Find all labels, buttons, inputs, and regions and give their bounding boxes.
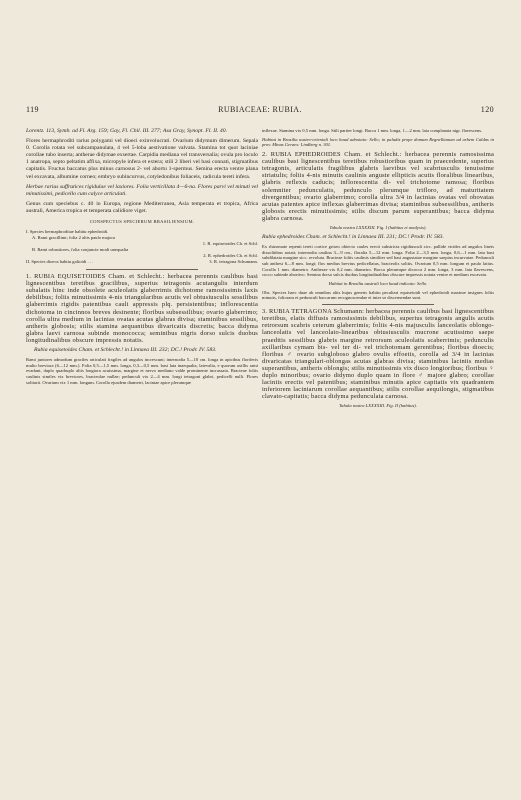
habitat-species-2: Habitat in Brasilia australi loco haud indicato: Sello. [328,281,428,287]
page-header [26,105,494,117]
key-row: B. Rami robustiores, folia conjuncte modi unequalia [32,247,129,253]
key-row: 2. R. ephedroides Ch. et Schl. [203,253,258,259]
plate-reference-3: Tabula nostra LXXXXIII. Fig. II (habitus). [339,403,417,409]
running-title: RUBIACEAE: RUBIA. [218,105,302,114]
divider [86,269,198,270]
genus-description: Flores hermaphroditi rarius polygami vel dioeci exinvolucrati. Ovarium didymum dimerum. Sepala 0. Corolla rotata vel subcampanulata, 4 vel 5-loba aestivatione valvata. Stamina tot quot laciniae corollae tubo inserta; antherae didymae exsertae. Carpidia mediana vel transversalia; ovula pro loculo 1 anatropa, septo peltatim affixa, micropyle infera et extera; stili 2 liberi vel basi connati, stigmatibus capitatis. Fructus baccatus plus minus carnosus 2- vel abortu 1-spermus. Semina erecta ventre plana vel excavata, albumine corneo; embryo subincurvus, cotyledonibus foliaceis, radicula tereti infera. [26,138,258,180]
key-row: A. Rami gracillimi; folia 2 altis paulo majora [32,235,115,241]
species-1-description: 1. RUBIA EQUISETOIDES Cham. et Schlecht.: herbacea perennis caulibus basi lignescentibus teretibus gracilibus, superius tetragonis acutangulis interdum subalatis hinc inde obsolete aculeolatis glaberrimis dichotome ramosissimis laxis debilibus; foliis minutissimis 4-nis triangularibus acutis vel obtusiusculis sessilibus glaberrimis rigidis patentibus cauli appressis plq. persistentibus; inflorescentia dichotoma in cincinnos breves desinente; floribus subsessilibus; ovario glaberrimo; corolla ultra medium in lacinias ovatas acutas glabras divisa; staminibus sessilibus, antheris globosis; stilis stamina aequantibus divaricatis discretis; bacca didyma glabra laevi carnosa subinde monococca; seminibus nigris dorso sulcis duobus longitudinalibus obscure impressis notatis. [26,273,258,344]
species-1-notes: Rami juniores admodum graciles articulati fragiles ad angulos increscunt; internodia 5—10 cm. longa in apicibus floriferis multo breviora (6—12 mm.). Folia 0,5—1,5 mm. longa, 0,3—0,5 mm. basi lata inaequalia, latevalia, e quorum axillis rami evadunt, duplo quadruplo aliis longiora acuissima, margine et nervo mediano valde prominente incrassata. Bracteae foliis caulinis similes vix breviores, bracteolae nullae; pedunculi vix 2—4 mm. longi tetragoni glabri, pedicelli nulli. Flores solitarii. Ovarium vix 1 mm. longum. Corolla ejusdem diametri, laciniae apice plerumque [26,357,258,385]
divider [322,304,434,305]
left-column [26,128,258,389]
habitat-species-1: Habitat in Brasilia austro-orientali loco haud adnotato: Sello; in paludis prope domum Regnellianum ad urbem Caldas in prov. Minas Geraes: Lindberg n. 301. [262,136,494,148]
page-number-left: 119 [26,105,39,114]
species-1-notes-continued: inflexae. Stamina vix 0,5 mm. longa. Stili pariter longi. Bacca 1 mm. longa, 1—2 mm. lata complanata nigr. flavescens. [262,128,483,133]
key-row: 1. R. equisetoides Ch. et Schl. [202,241,258,247]
distribution-paragraph: Genus cum speciebus c. 40 in Europa, regione Mediterranea, Asia temperata et tropica, Africa australi, America tropica et temperata calidiore viget. [26,200,258,214]
habit-description: Herbae rarius suffrutices rigidulae vel laxiores. Folia verticillata 4—6-na. Flores parvi vel minuti vel minutissimi, pedicello cum calyce articulati. [26,183,258,197]
plate-reference-2: Tabula nostra LXXXXIII. Fig. I (habitus et analysis). [329,225,427,231]
species-key [26,219,258,265]
species-2-notes: Ex rhizomate repenti tereti cortice griseo obtecto caules erecti substricta rigidiusculi sicc. pallide virides ad angulos lineis dissolitibus notati; internodia caulina 3—9 cm., floralia 5—12 mm. longa. Folia 2—3,5 mm. longa, 0,6—1 mm. lata basi subdilatata margine sicc. revoluta. Bracteae foliis caulinis similiter sed basi angustatae margine saepius incurvatae. Pedunculi sub anthesi 6—8 mm. longi; flos medius brevius pedicellatus, bracteolis solitis. Ovarium 0,5 mm. longum et paulo latius. Corolla 1 mm. diametro. Antherae vix 0,2 mm. diametro. Bacca plerumque dicocca 2 mm. longa, 3 mm. lata flavescens, cocco subinde abortivo. Semina dorso sulcis duobus longitudinalibus obscure impressis notata ventre et medium excavata. [262,243,494,278]
key-row: II. Species dioeca habitu galioidi . . . 3. R. tetragona Schumann. [26,259,258,265]
right-column [262,128,494,412]
species-2-reference: Rubia ephedroides Cham. et Schlecht.! in Linnaea III. 231; DC.! Prodr. IV. 583. [262,233,444,240]
page-number-right: 120 [480,105,494,114]
species-2-description: 2. RUBIA EPHEDROIDES Cham. et Schlecht.: herbacea perennis ramosissima caulibus basi lignescentibus teretibus robustioribus quam in praecedente, superius tetragonis, articulatis fragilibus glabris laevibus vel scabriusculis tenuissime striatulis; foliis 4-nis minutis caulinis anguste ellipticis acutis floralibus linearibus, glabris reflexis caducis; inflorescentia di- vel trichotome ramosa; floribus solemniter pedunculatis, pedunculo plerumque trifloro, ad maturitatem divergentibus; ovario glaberrimo; corolla ultra 3/4 in lacinias ovatas vel obovatas acutas patentes apice inflexas glaberrimas divisa; staminibus subsessilibus, antheris globosis erectis minutissimis; stilis discum parum superantibus; bacca didyma glabra carnosa. [262,151,494,222]
species-3-description: 3. RUBIA TETRAGONA Schumann: herbacea perennis caulibus basi lignescentibus teretibus, elatis diffusis ramosissimis debilibus, superius tetragonis angulis acutis retrorsum scabris ceterum glaberrimis; foliis 4-nis majusculis lanceolatis oblongo-lanceolatis vel lanceolato-linearibus obtusiusculis mucrone acutissimo saepe praeditis sessilibus glabris margine retrorsum aculeolatis scaberrimis; pedunculis axillaribus cymam bis- vel ter di- vel trichotomam gerentibus; floribus dioecis; floribus ♂ ovario subgloboso glabro ovulis effoetis, corolla ad 3/4 in lacinias divaricatas triangulari-oblongas acutas glabras divisa; staminibus laciniis medias superantibus, antheris oblongis; stilis minutissimis vix disco longioribus; floribus ♀ duplo minoribus; ovario didymo duplo quam in flore ♂ majore glabro; corollae laciniis erectis vel patentibus; staminibus minutis apice capitatis vix quadrantem inferiorem laciniarum corollae aequantibus; stilis corollae aequilongis, stigmatibus clavato-capitatis; bacca didyma pedunculata carnosa. [262,308,494,401]
species-1-reference: Rubia equisetoides Cham. et Schlecht.! in Linnaea III. 232; DC.! Prodr. IV. 583. [34,346,217,353]
key-row: I. Species hermaphroditae habitu ephedroidi. [26,229,109,235]
observation-note: Obs. Species haec duae ab omnibus aliis hujus generis habitu peculiari equisetoidi vel ephedroidi maxime insignes foliis minutis, folioram et pedunculi baccarum recognoscendae et inter se discernendae sunt. [262,289,494,301]
species-key-title: CONSPECTUS SPECIERUM BRASILIENSIUM. [89,219,195,225]
literature-citation: Lorentz. 113, Symb. ad Fl. Arg. 159; Gay, Fl. Chil. III. 277; Asa Gray, Synopt. Fl. II. 40. [26,128,227,134]
